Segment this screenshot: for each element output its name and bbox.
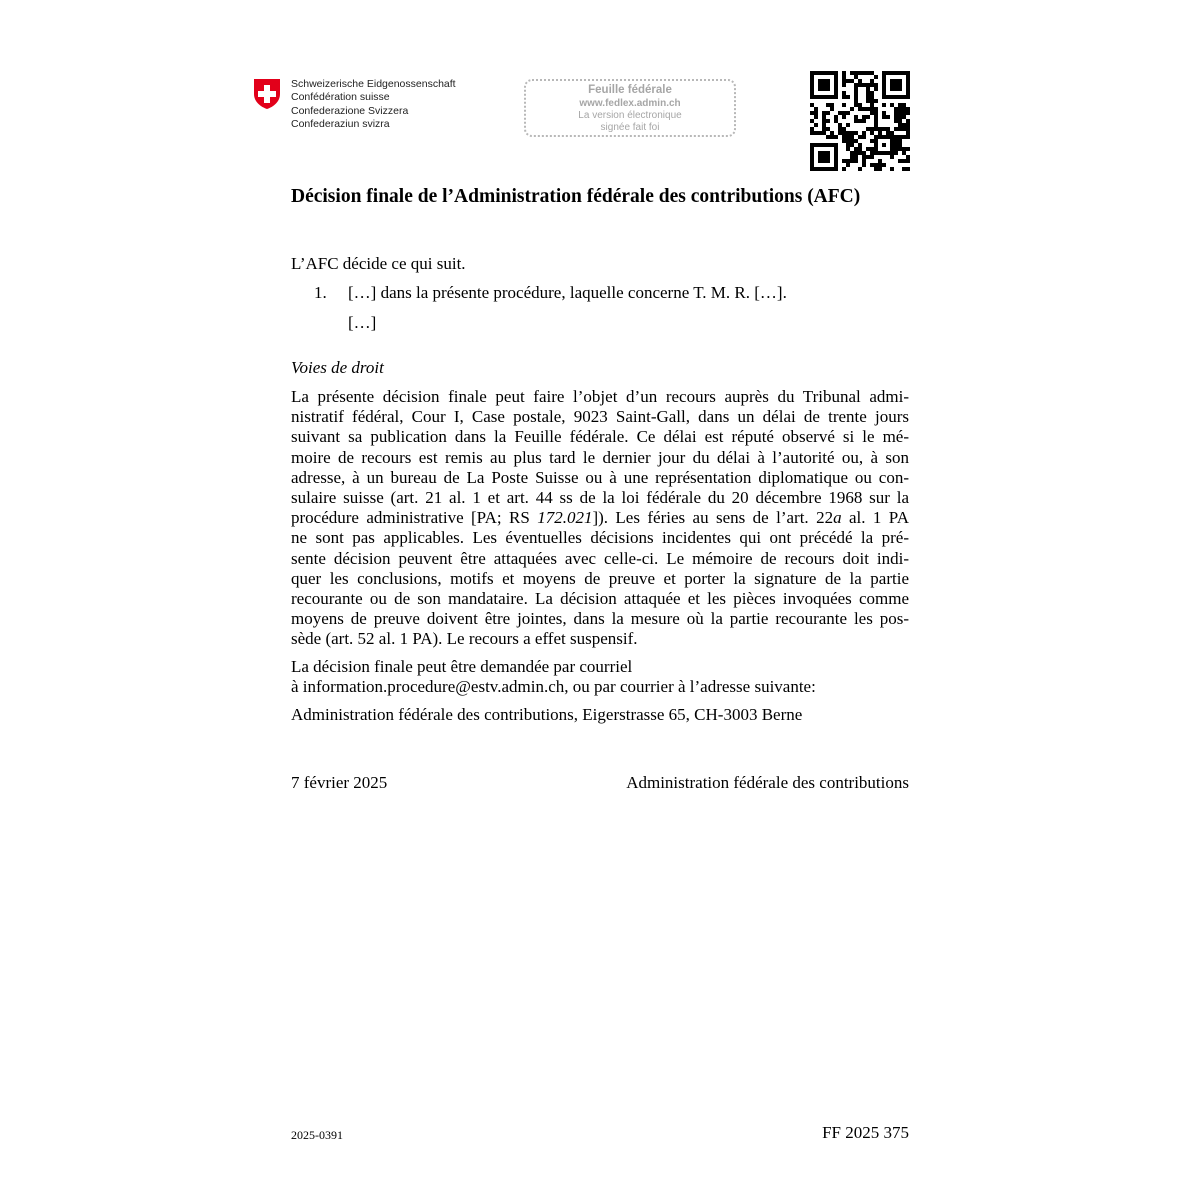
- stamp-note-line1: La version électronique: [578, 110, 682, 121]
- request-info: [291, 657, 816, 697]
- gazette-reference: FF 2025 375: [822, 1123, 909, 1142]
- paragraph-line: moyens de preuve doivent être jointes, dans la mesure où la partie recourante les pos-: [291, 609, 909, 629]
- decision-item-number: 1.: [314, 283, 327, 302]
- paragraph-line: sente décision peuvent être attaquées avec celle-ci. Le mémoire de recours doit indi-: [291, 548, 909, 568]
- swiss-coat-of-arms-icon: [252, 78, 282, 110]
- decision-date: 7 février 2025: [291, 773, 388, 792]
- confederation-name-rm: Confederaziun svizra: [291, 118, 390, 131]
- paragraph-line: adresse, à un bureau de La Poste Suisse ou à une représentation diplomatique ou con-: [291, 467, 909, 487]
- stamp-site: www.fedlex.admin.ch: [579, 98, 681, 109]
- paragraph-line: ne sont pas applicables. Les éventuelles décisions incidentes qui ont précédé la pré-: [291, 528, 909, 548]
- paragraph-line: nistratif fédéral, Cour I, Case postale, 9023 Saint-Gall, dans un délai de trente jours: [291, 407, 909, 427]
- decision-intro: L’AFC décide ce qui suit.: [291, 254, 466, 273]
- stamp-note-line2: signée fait foi: [600, 122, 660, 133]
- paragraph-line: recourante ou de son mandataire. La décision attaquée et les pièces invoquées comme: [291, 588, 909, 608]
- confederation-name-it: Confederazione Svizzera: [291, 104, 409, 117]
- paragraph-line: sède (art. 52 al. 1 PA). Le recours a effet suspensif.: [291, 629, 638, 649]
- qr-code-icon: [810, 71, 910, 171]
- paragraph-line: sulaire suisse (art. 21 al. 1 et art. 44 ss de la loi fédérale du 20 décembre 1968 sur la: [291, 487, 909, 507]
- paragraph-line: suivant sa publication dans la Feuille fédérale. Ce délai est réputé observé si le mé-: [291, 427, 909, 447]
- signing-authority: Administration fédérale des contributions: [626, 773, 909, 792]
- paragraph-line: La présente décision finale peut faire l’objet d’un recours auprès du Tribunal admi-: [291, 387, 909, 406]
- document-number: 2025-0391: [291, 1128, 343, 1142]
- section-heading: Voies de droit: [291, 358, 384, 377]
- postal-address: Administration fédérale des contributions, Eigerstrasse 65, CH-3003 Berne: [291, 705, 803, 724]
- paragraph-line: moire de recours est remis au plus tard le dernier jour du délai à l’autorité ou, à son: [291, 447, 909, 467]
- stamp-title: Feuille fédérale: [588, 84, 672, 96]
- decision-item-text: […] dans la présente procédure, laquelle concerne T. M. R. […].: [348, 283, 787, 302]
- page-title: Décision finale de l’Administration fédérale des contributions (AFC): [291, 186, 861, 207]
- decision-item-ellipsis: […]: [348, 313, 377, 332]
- paragraph-line: procédure administrative [PA; RS 172.021]). Les féries au sens de l’art. 22a al. 1 PA: [291, 508, 909, 528]
- request-line-2: à information.procedure@estv.admin.ch, ou par courrier à l’adresse suivante:: [291, 677, 816, 697]
- federal-gazette-stamp: [524, 79, 736, 137]
- confederation-names: [291, 78, 456, 132]
- confederation-name-fr: Confédération suisse: [291, 91, 390, 104]
- appeal-paragraph: [291, 387, 909, 649]
- request-line-1: La décision finale peut être demandée par courriel: [291, 657, 633, 676]
- paragraph-line: quer les conclusions, motifs et moyens de preuve et porter la signature de la partie: [291, 568, 909, 588]
- confederation-name-de: Schweizerische Eidgenossenschaft: [291, 78, 456, 90]
